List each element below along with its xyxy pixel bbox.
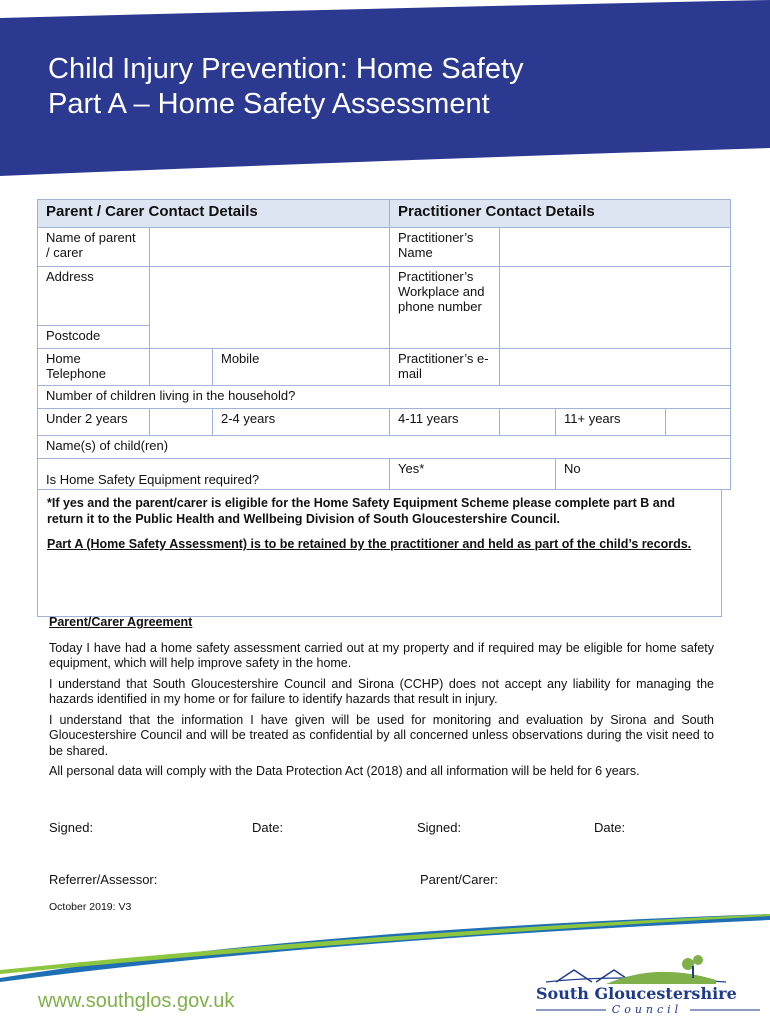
address-label: Address	[38, 267, 150, 326]
under-2-field[interactable]	[150, 409, 213, 436]
date-right-label: Date:	[594, 820, 626, 835]
agreement-paragraph-2: I understand that South Gloucestershire Council and Sirona (CCHP) does not accept any liability for managing the hazards identified in my home or for failure to identify hazards that result in injury.	[49, 676, 714, 706]
agreement-heading: Parent/Carer Agreement	[49, 615, 193, 629]
no-option[interactable]: No	[556, 459, 731, 490]
practitioner-name-field[interactable]	[500, 228, 731, 267]
form-notes	[37, 489, 722, 617]
workplace-field[interactable]	[500, 267, 731, 349]
agreement-paragraph-3: I understand that the information I have given will be used for monitoring and evaluation by Sirona and South Gloucestershire Council and will be treated as confidential by all concerned unless observations during the visit need to be shared.	[49, 712, 714, 758]
children-count-label: Number of children living in the household?	[38, 386, 731, 409]
council-subtitle: Council	[611, 1003, 683, 1016]
name-label: Name of parent / carer	[38, 228, 150, 267]
age-11-plus-field[interactable]	[666, 409, 731, 436]
parent-carer-agreement	[49, 615, 714, 785]
parent-name-field[interactable]	[150, 228, 390, 267]
postcode-label: Postcode	[38, 326, 150, 349]
children-names-label: Name(s) of child(ren)	[38, 436, 731, 459]
yes-option[interactable]: Yes*	[390, 459, 556, 490]
title-line-1: Child Injury Prevention: Home Safety	[48, 53, 524, 85]
home-telephone-label: Home Telephone	[38, 349, 150, 386]
agreement-paragraph-1: Today I have had a home safety assessment carried out at my property and if required may be eligible for home safety equipment, which will help improve safety in the home.	[49, 640, 714, 670]
retention-note: Part A (Home Safety Assessment) is to be retained by the practitioner and held as part of the child’s records.	[47, 537, 692, 551]
equipment-label: Is Home Safety Equipment required?	[38, 459, 390, 490]
address-field[interactable]	[150, 267, 390, 349]
contact-details-form	[37, 199, 731, 490]
parent-contact-heading: Parent / Carer Contact Details	[38, 200, 390, 228]
practitioner-name-label: Practitioner’s Name	[390, 228, 500, 267]
workplace-label: Practitioner’s Workplace and phone number	[390, 267, 500, 349]
home-telephone-field[interactable]	[150, 349, 213, 386]
practitioner-email-label: Practitioner’s e-mail	[390, 349, 500, 386]
signed-left-label: Signed:	[49, 820, 94, 835]
referrer-assessor-label: Referrer/Assessor:	[49, 872, 158, 887]
title-line-2: Part A – Home Safety Assessment	[48, 88, 490, 120]
mobile-label: Mobile	[213, 349, 390, 386]
signed-right-label: Signed:	[417, 820, 462, 835]
agreement-paragraph-4: All personal data will comply with the Data Protection Act (2018) and all information will be held for 6 years.	[49, 764, 640, 778]
date-left-label: Date:	[252, 820, 284, 835]
version-label: October 2019: V3	[49, 901, 132, 913]
under-2-label: Under 2 years	[38, 409, 150, 436]
parent-carer-label: Parent/Carer:	[420, 872, 499, 887]
age-11-plus-label: 11+ years	[556, 409, 666, 436]
age-2-4-label: 2-4 years	[213, 409, 390, 436]
practitioner-contact-heading: Practitioner Contact Details	[390, 200, 731, 228]
age-4-11-field[interactable]	[500, 409, 556, 436]
eligibility-note: *If yes and the parent/carer is eligible for the Home Safety Equipment Scheme please complete part B and return it to the Public Health and Wellbeing Division of South Gloucestershire Council.	[47, 496, 675, 526]
council-name: South Gloucestershire	[536, 984, 737, 1003]
website-link[interactable]: www.southglos.gov.uk	[38, 990, 235, 1012]
practitioner-email-field[interactable]	[500, 349, 731, 386]
page-title	[48, 52, 524, 122]
age-4-11-label: 4-11 years	[390, 409, 500, 436]
